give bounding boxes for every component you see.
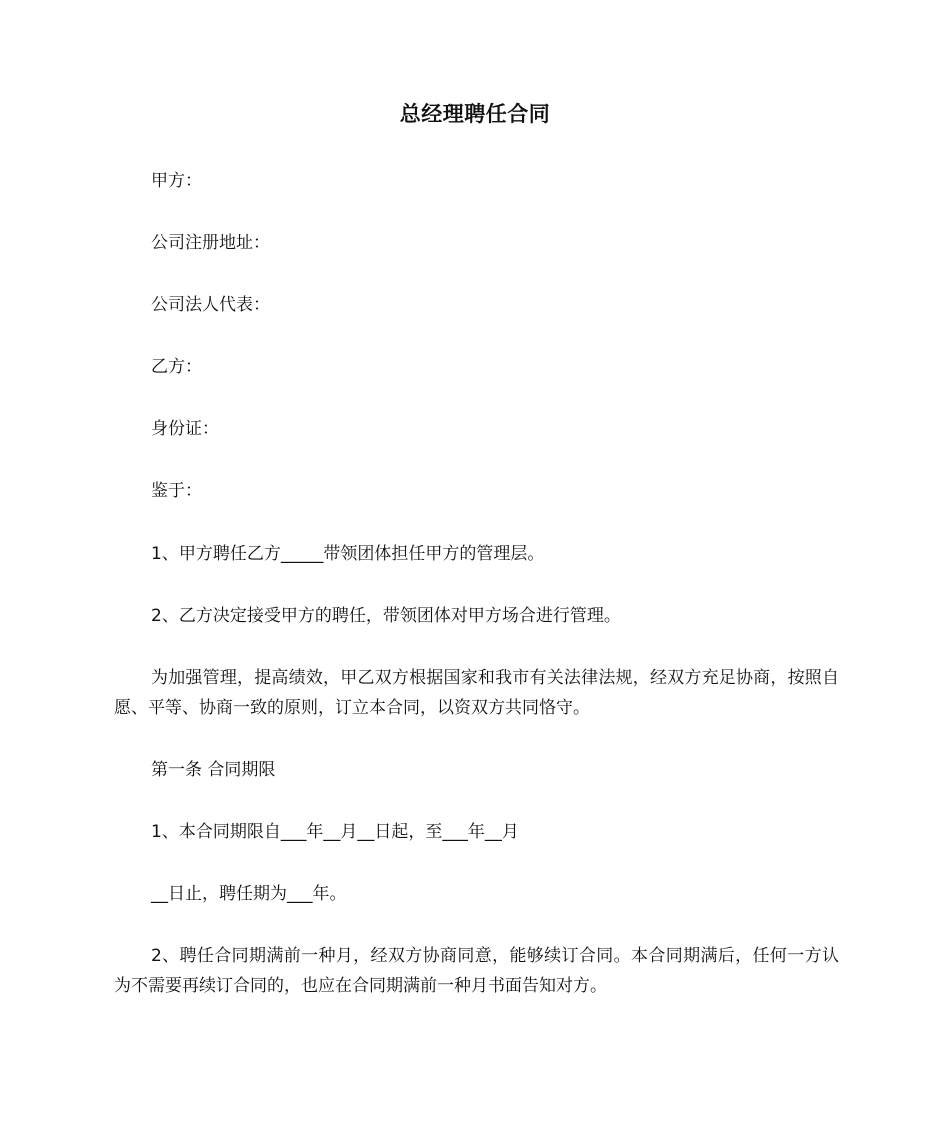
article-1-clause-1-line-1: 1、本合同期限自___年__月__日起，至___年__月 <box>151 822 519 842</box>
article-1-clause-1-line-2: __日止，聘任期为___年。 <box>151 884 347 904</box>
preamble-paragraph: 为加强管理，提高绩效，甲乙双方根据国家和我市有关法律法规，经双方充足协商，按照自愿、平等、协商一致的原则，订立本合同，以资双方共同恪守。 <box>114 668 839 718</box>
document-title: 总经理聘任合同 <box>399 102 551 126</box>
whereas-item-2: 2、乙方决定接受甲方的聘任，带领团体对甲方场合进行管理。 <box>151 606 621 626</box>
legal-representative-label: 公司法人代表： <box>151 295 270 315</box>
whereas-label: 鉴于： <box>151 481 202 501</box>
whereas-item-1: 1、甲方聘任乙方_____带领团体担任甲方的管理层。 <box>151 544 545 564</box>
article-1-clause-2: 2、聘任合同期满前一种月，经双方协商同意，能够续订合同。本合同期满后，任何一方认为不需要再续订合同的，也应在合同期满前一种月书面告知对方。 <box>114 946 839 996</box>
party-a-label: 甲方： <box>151 171 202 191</box>
company-address-label: 公司注册地址： <box>151 233 270 253</box>
party-b-label: 乙方： <box>151 357 202 377</box>
article-1-heading: 第一条 合同期限 <box>151 760 276 780</box>
id-card-label: 身份证： <box>151 419 219 439</box>
